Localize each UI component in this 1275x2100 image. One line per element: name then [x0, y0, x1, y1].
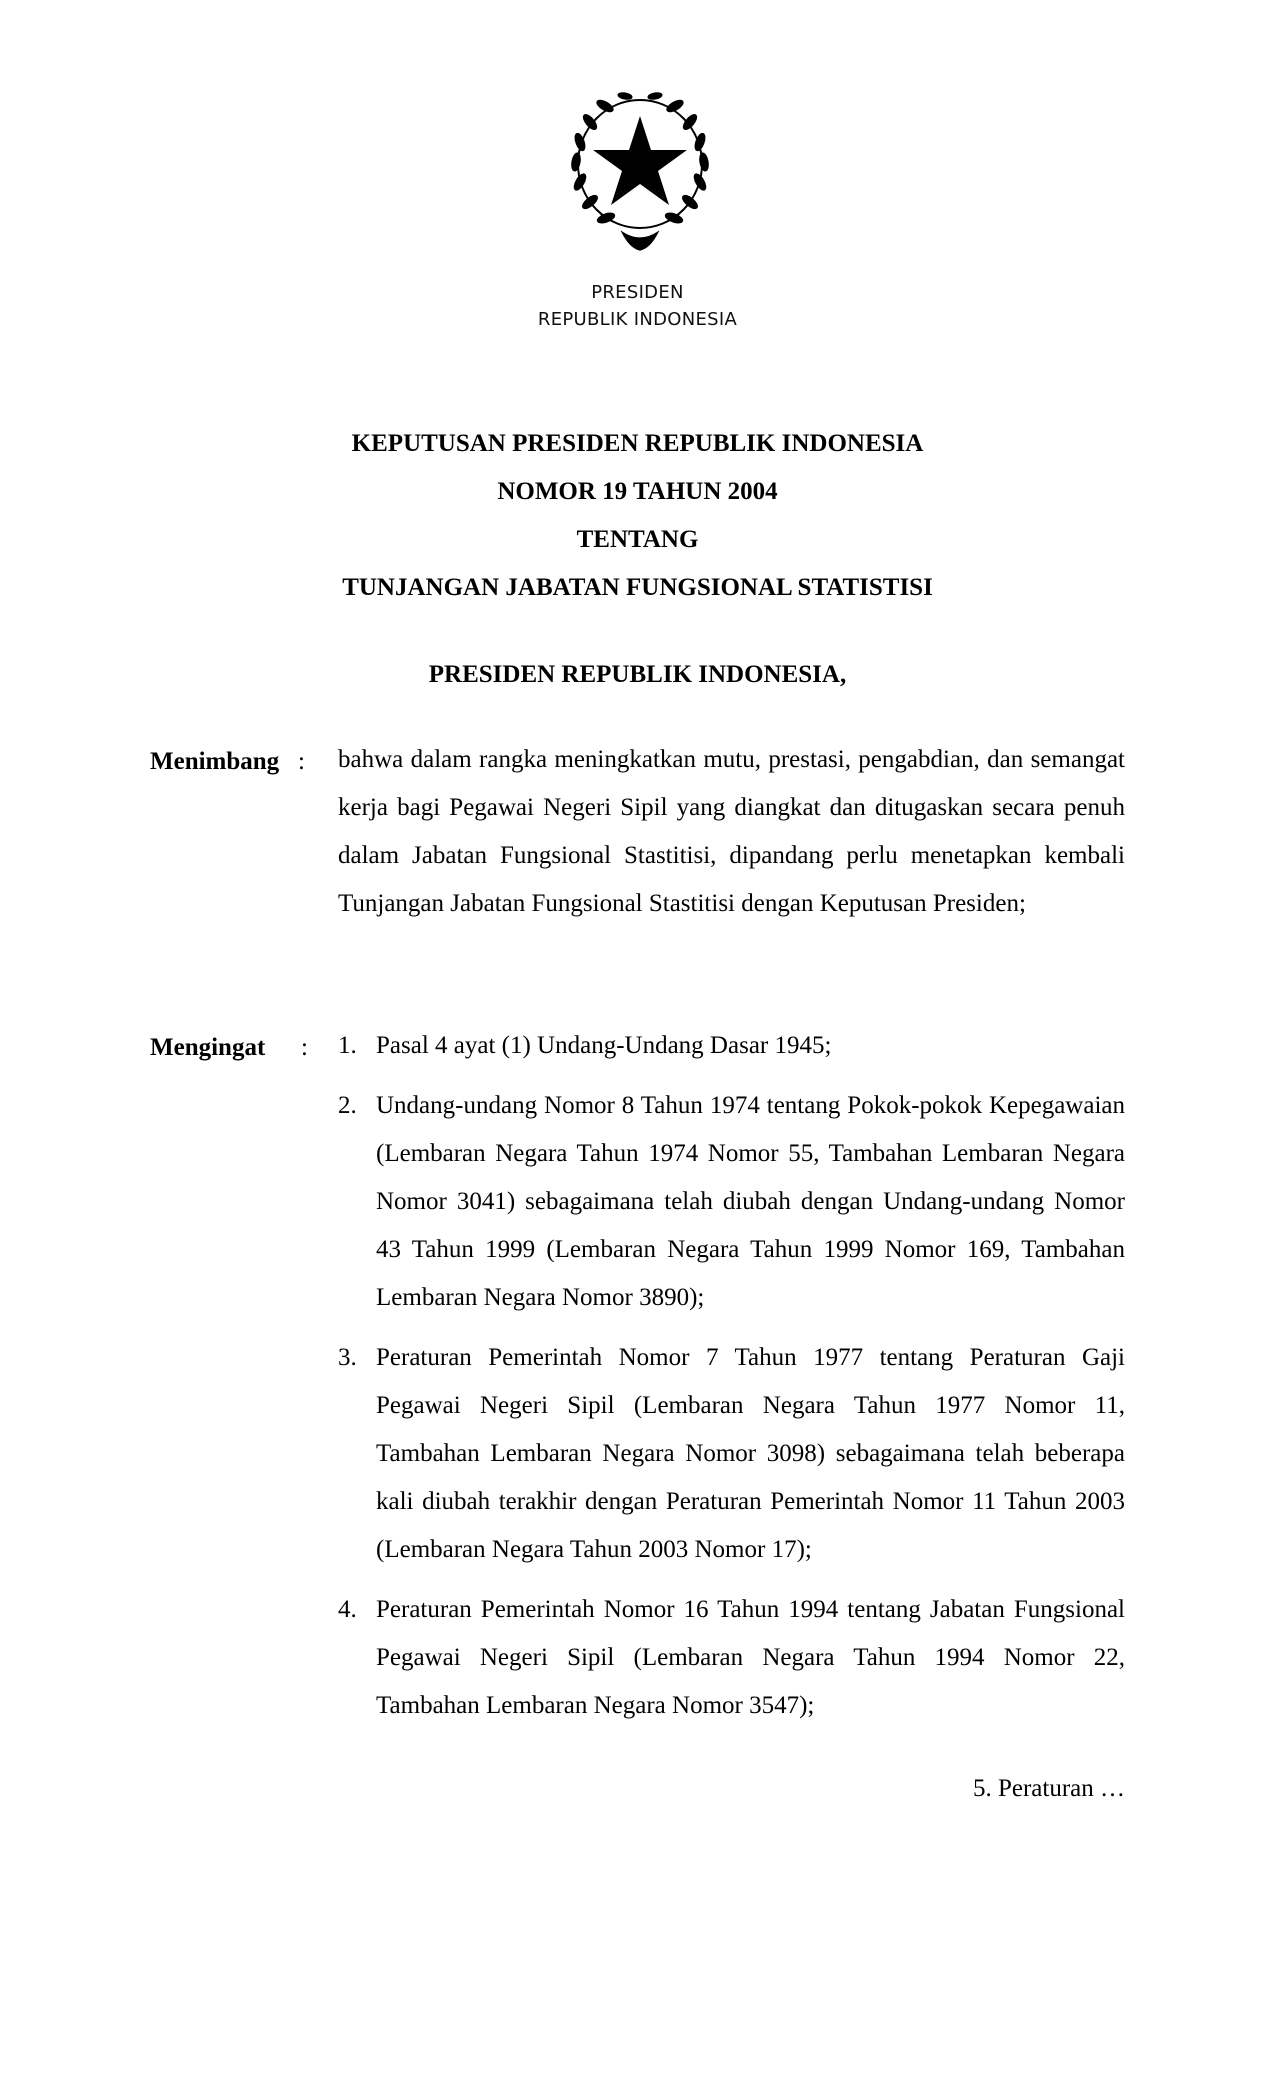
decree-about-label: TENTANG	[576, 526, 699, 553]
decree-subject: TUNJANGAN JABATAN FUNGSIONAL STATISTISI	[342, 574, 933, 601]
decree-number: NOMOR 19 TAHUN 2004	[497, 478, 778, 505]
list-item-number: 3.	[338, 1344, 357, 1371]
decree-title: KEPUTUSAN PRESIDEN REPUBLIK INDONESIA	[351, 430, 924, 457]
list-item-number: 4.	[338, 1596, 357, 1623]
list-item-text: Peraturan Pemerintah Nomor 16 Tahun 1994 tentang Jabatan Fungsional Pegawai Negeri Sipil (Lembaran Negara Tahun 1994 Nomor 22, Tambahan Lembaran Negara Nomor 3547);	[376, 1596, 1125, 1719]
menimbang-colon: :	[298, 748, 305, 775]
menimbang-label: Menimbang	[150, 748, 280, 775]
list-item-number: 2.	[338, 1092, 357, 1119]
list-item	[338, 1082, 1125, 1322]
office-line-republic: REPUBLIK INDONESIA	[537, 309, 738, 330]
mengingat-label: Mengingat	[150, 1034, 266, 1061]
list-item-number: 1.	[338, 1032, 357, 1059]
list-item	[338, 1334, 1125, 1574]
list-item-text: Pasal 4 ayat (1) Undang-Undang Dasar 1945;	[376, 1032, 832, 1059]
page-continuation: 5. Peraturan …	[972, 1775, 1125, 1802]
list-item-text: Undang-undang Nomor 8 Tahun 1974 tentang Pokok-pokok Kepegawaian (Lembaran Negara Tahun 1974 Nomor 55, Tambahan Lembaran Negara Nomor 3041) sebagaimana telah diubah dengan Undang-undang Nomor 43 Tahun 1999 (Lembaran Negara Tahun 1999 Nomor 169, Tambahan Lembaran Negara Nomor 3890);	[376, 1092, 1125, 1311]
decree-issuer: PRESIDEN REPUBLIK INDONESIA,	[428, 661, 847, 688]
list-item	[338, 1586, 1125, 1730]
garuda-emblem-icon	[550, 72, 730, 262]
list-item	[338, 1022, 1125, 1070]
list-item-text: Peraturan Pemerintah Nomor 7 Tahun 1977 tentang Peraturan Gaji Pegawai Negeri Sipil (Lembaran Negara Tahun 1977 Nomor 11, Tambahan Lembaran Negara Nomor 3098) sebagaimana telah beberapa kali diubah terakhir dengan Peraturan Pemerintah Nomor 11 Tahun 2003 (Lembaran Negara Tahun 2003 Nomor 17);	[376, 1344, 1125, 1563]
menimbang-text: bahwa dalam rangka meningkatkan mutu, prestasi, pengabdian, dan semangat kerja bagi Pegawai Negeri Sipil yang diangkat dan ditugaskan secara penuh dalam Jabatan Fungsional Stastitisi, dipandang perlu menetapkan kembali Tunjangan Jabatan Fungsional Stastitisi dengan Keputusan Presiden;	[338, 746, 1125, 917]
office-line-president: PRESIDEN	[591, 282, 684, 303]
mengingat-colon: :	[301, 1034, 308, 1061]
